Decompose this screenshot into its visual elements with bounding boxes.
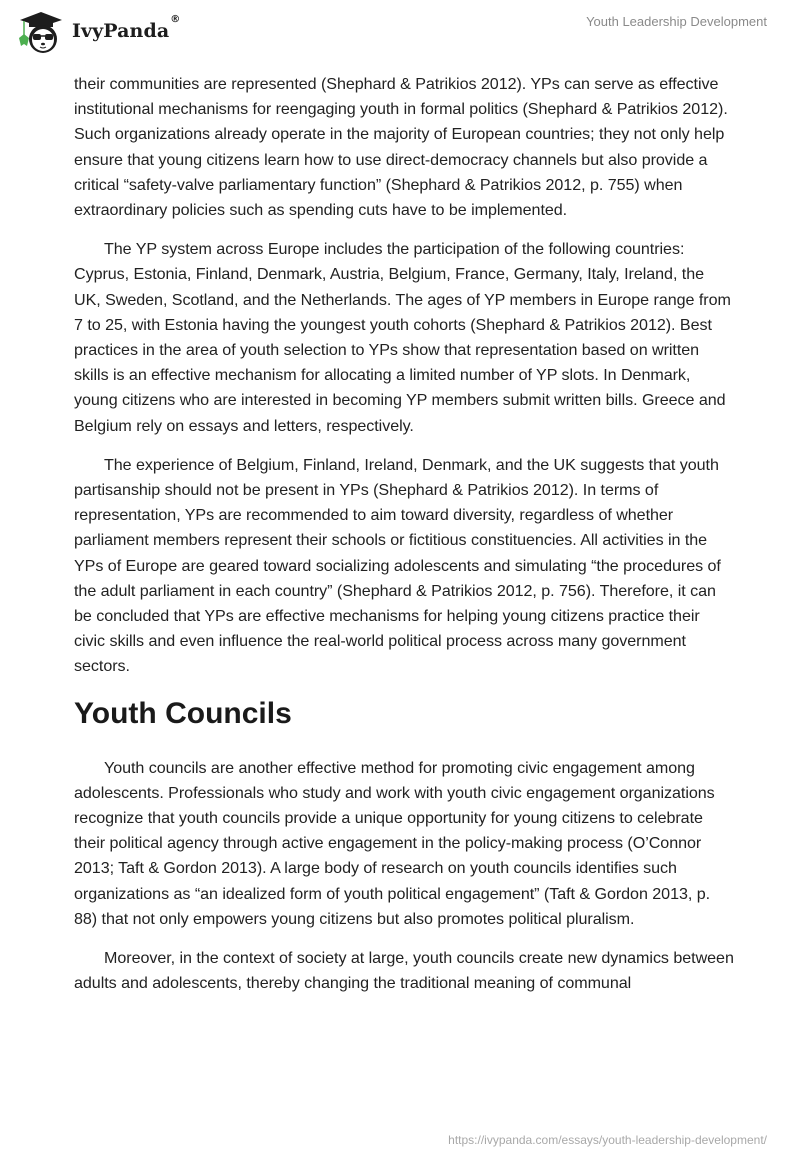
paragraph: Youth councils are another effective method for promoting civic engagement among adolescents. Professionals who study and work with youth civic engagement organizations recognize that youth councils provide a unique opportunity for young citizens to celebrate their political agency through active engagement in the policy-making process (O’Connor 2013; Taft & Gordon 2013). A large body of research on youth councils identifies such organizations as “an idealized form of youth political engagement” (Taft & Gordon 2013, p. 88) that not only empowers young citizens but also promotes political pluralism. (74, 758, 715, 928)
paragraph: The YP system across Europe includes the participation of the following countries: Cyprus, Estonia, Finland, Denmark, Austria, Belgium, France, Germany, Italy, Ireland, the UK, Sweden, Scotland, and the Netherlands. The ages of YP members in Europe range from 7 to 25, with Estonia having the youngest youth cohorts (Shephard & Patrikios 2012). Best practices in the area of youth selection to YPs show that representation based on written skills is an effective mechanism for allocating a limited number of YP slots. In Denmark, young citizens who are interested in becoming YP members submit written bills. Greece and Belgium rely on essays and letters, respectively. (74, 240, 731, 435)
ivypanda-logo[interactable] (16, 8, 180, 54)
page-header (0, 0, 800, 60)
paragraph: Moreover, in the context of society at large, youth councils create new dynamics between adults and adolescents, thereby changing the traditional meaning of communal (74, 949, 734, 993)
essay-content (74, 72, 734, 1011)
paragraph: their communities are represented (Shephard & Patrikios 2012). YPs can serve as effective institutional mechanisms for reengaging youth in formal politics (Shephard & Patrikios 2012). Such organizations already operate in the majority of European countries; they not only help ensure that young citizens learn how to use direct-democracy channels but also provide a critical “safety-valve parliamentary function” (Shephard & Patrikios 2012, p. 755) when extraordinary policies such as spending cuts have to be implemented. (74, 75, 728, 220)
document-title: Youth Leadership Development (586, 14, 767, 29)
source-url-link[interactable]: https://ivypanda.com/essays/youth-leadership-development/ (448, 1133, 767, 1147)
paragraph: The experience of Belgium, Finland, Ireland, Denmark, and the UK suggests that youth partisanship should not be present in YPs (Shephard & Patrikios 2012). In terms of representation, YPs are recommended to aim toward diversity, regardless of whether parliament members represent their schools or fictitious constituencies. All activities in the YPs of Europe are geared toward socializing adolescents and simulating “the procedures of the adult parliament in each country” (Shephard & Patrikios 2012, p. 756). Therefore, it can be concluded that YPs are effective mechanisms for helping young citizens practice their civic skills and even influence the real-world political process across many government sectors. (74, 455, 721, 676)
logo-text: IvyPanda® (72, 14, 181, 42)
section-heading: Youth Councils (74, 696, 292, 730)
panda-graduate-icon (16, 8, 66, 54)
registered-mark: ® (170, 14, 181, 25)
